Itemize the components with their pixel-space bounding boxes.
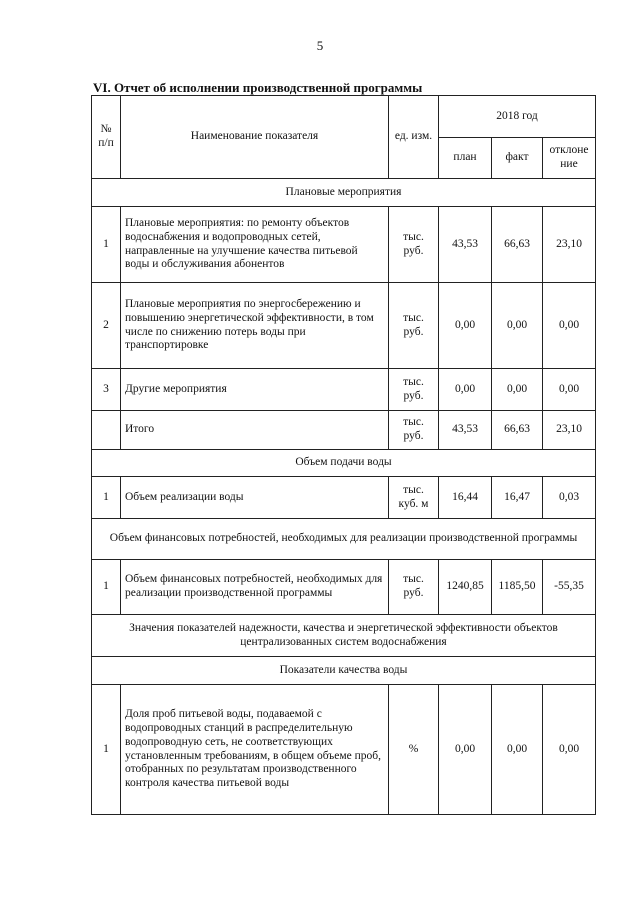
row-deviation: 0,00: [543, 369, 596, 411]
table-row: [92, 207, 596, 283]
row-num: 2: [92, 283, 121, 369]
row-unit: тыс. руб.: [389, 560, 439, 615]
row-plan: 0,00: [439, 685, 492, 815]
section-heading: Показатели качества воды: [92, 657, 596, 685]
row-num: 1: [92, 207, 121, 283]
header-name: Наименование показателя: [121, 96, 389, 179]
row-deviation: 23,10: [543, 411, 596, 450]
row-unit: тыс. куб. м: [389, 477, 439, 519]
section-row: [92, 519, 596, 560]
header-year: 2018 год: [439, 96, 596, 138]
table-row: [92, 685, 596, 815]
section-heading: Объем финансовых потребностей, необходимых для реализации производственной программы: [92, 519, 596, 560]
row-num: [92, 411, 121, 450]
section-row: [92, 179, 596, 207]
row-deviation: 0,03: [543, 477, 596, 519]
header-deviation: отклоне ние: [543, 138, 596, 179]
header-unit: ед. изм.: [389, 96, 439, 179]
row-fact: 16,47: [492, 477, 543, 519]
row-name: Доля проб питьевой воды, подаваемой с водопроводных станций в распределительную водопроводную сеть, не соответствующих установленным требованиям, в общем объеме проб, отобранных по результатам производственного контроля качества питьевой воды: [121, 685, 389, 815]
row-num: 1: [92, 560, 121, 615]
header-row-top: [92, 96, 596, 138]
header-plan: план: [439, 138, 492, 179]
page-number: 5: [316, 38, 324, 53]
section-row: [92, 657, 596, 685]
row-plan: 0,00: [439, 369, 492, 411]
row-name: Другие мероприятия: [121, 369, 389, 411]
report-table: [91, 95, 596, 815]
row-num: 3: [92, 369, 121, 411]
row-unit: тыс. руб.: [389, 207, 439, 283]
row-unit: %: [389, 685, 439, 815]
row-name: Итого: [121, 411, 389, 450]
section-heading: Объем подачи воды: [92, 450, 596, 477]
row-unit: тыс. руб.: [389, 283, 439, 369]
section-row: [92, 615, 596, 657]
row-name: Плановые мероприятия по энергосбережению и повышению энергетической эффективности, в том числе по снижению потерь воды при транспортировке: [121, 283, 389, 369]
row-plan: 43,53: [439, 207, 492, 283]
row-fact: 1185,50: [492, 560, 543, 615]
table-row: [92, 369, 596, 411]
row-fact: 0,00: [492, 369, 543, 411]
row-plan: 16,44: [439, 477, 492, 519]
header-num: № п/п: [92, 96, 121, 179]
row-fact: 0,00: [492, 685, 543, 815]
section-row: [92, 450, 596, 477]
row-deviation: 23,10: [543, 207, 596, 283]
section-title: VI. Отчет об исполнении производственной программы: [93, 80, 423, 95]
table-row: [92, 560, 596, 615]
row-deviation: -55,35: [543, 560, 596, 615]
row-unit: тыс. руб.: [389, 411, 439, 450]
row-num: 1: [92, 477, 121, 519]
row-unit: тыс. руб.: [389, 369, 439, 411]
row-plan: 0,00: [439, 283, 492, 369]
row-name: Плановые мероприятия: по ремонту объектов водоснабжения и водопроводных сетей, направленные на улучшение качества питьевой воды и обслуживания абонентов: [121, 207, 389, 283]
table-row: [92, 283, 596, 369]
header-fact: факт: [492, 138, 543, 179]
row-name: Объем реализации воды: [121, 477, 389, 519]
row-deviation: 0,00: [543, 283, 596, 369]
row-plan: 1240,85: [439, 560, 492, 615]
total-row: [92, 411, 596, 450]
row-plan: 43,53: [439, 411, 492, 450]
row-fact: 66,63: [492, 207, 543, 283]
section-heading: Значения показателей надежности, качества и энергетической эффективности объектов централизованных систем водоснабжения: [92, 615, 596, 657]
row-deviation: 0,00: [543, 685, 596, 815]
row-fact: 0,00: [492, 283, 543, 369]
row-fact: 66,63: [492, 411, 543, 450]
section-heading: Плановые мероприятия: [92, 179, 596, 207]
table-row: [92, 477, 596, 519]
row-num: 1: [92, 685, 121, 815]
row-name: Объем финансовых потребностей, необходимых для реализации производственной программы: [121, 560, 389, 615]
